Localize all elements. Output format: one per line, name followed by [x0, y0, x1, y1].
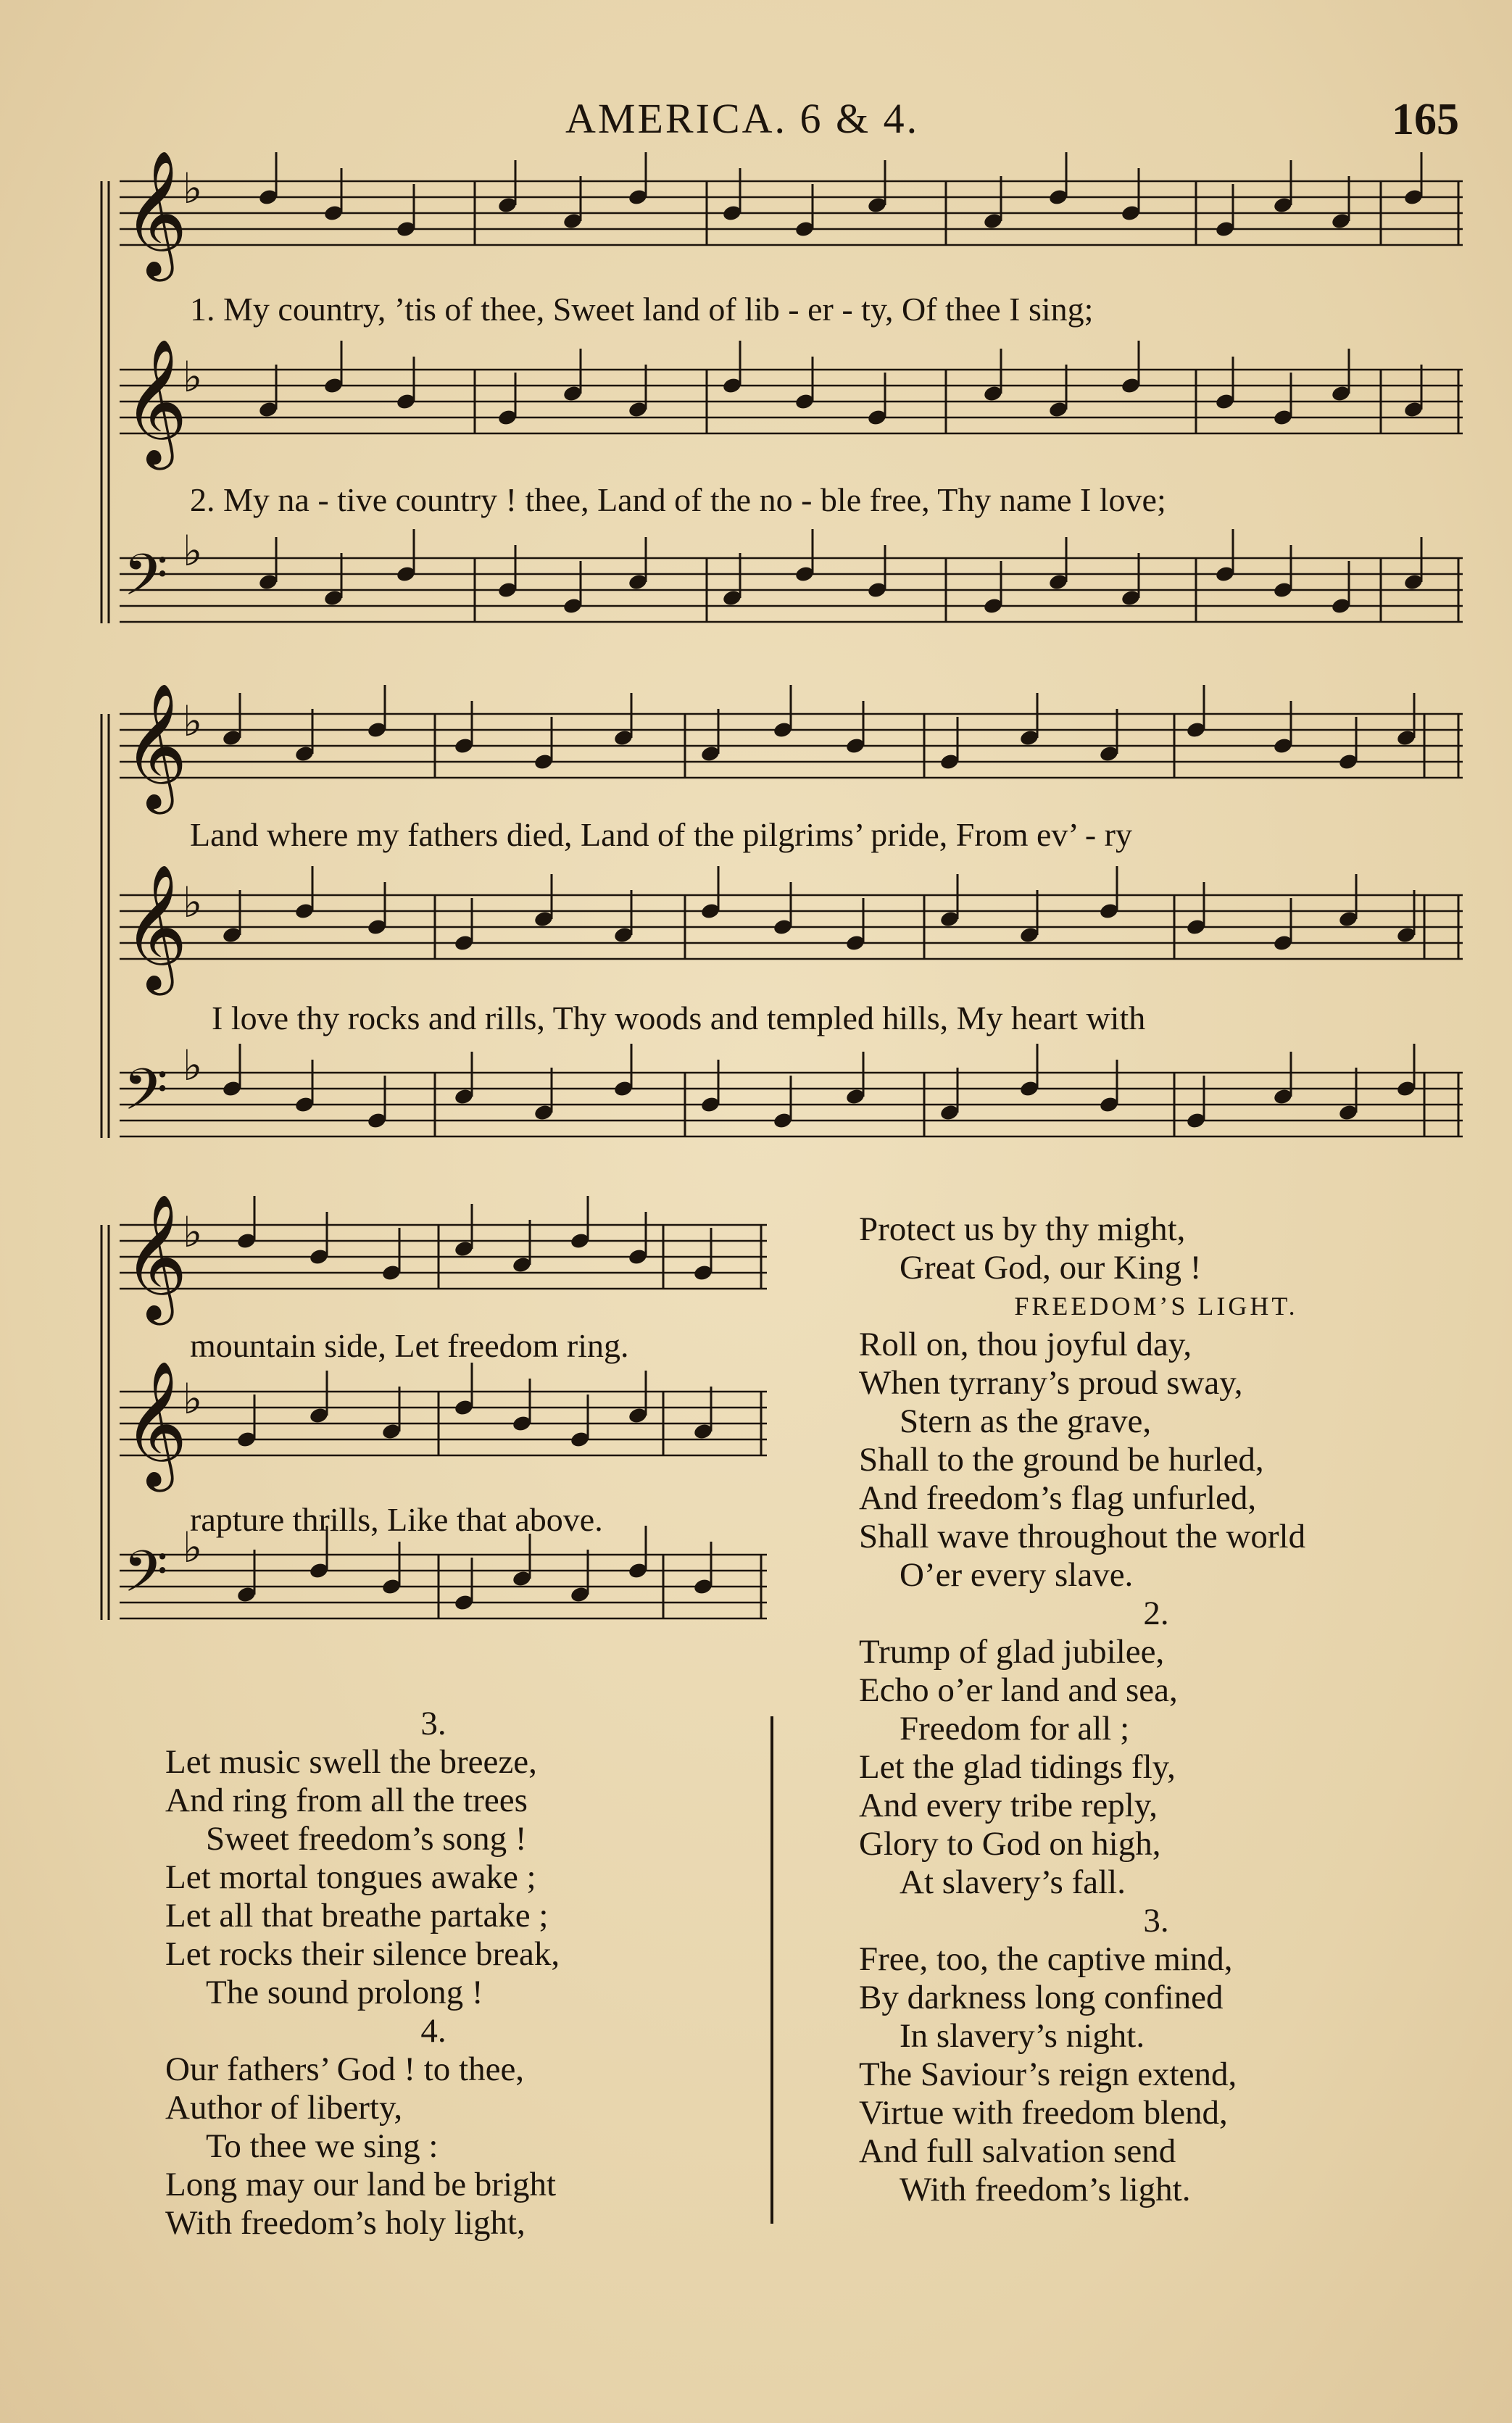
lyric-verse-2-line-3: rapture thrills, Like that above. [190, 1501, 603, 1538]
verse-line: In slavery’s night. [900, 2017, 1145, 2055]
verse-line: Echo o’er land and sea, [859, 1671, 1178, 1709]
verse-line: Stern as the grave, [900, 1402, 1152, 1440]
verse-line: Free, too, the captive mind, [859, 1940, 1233, 1978]
verse-line: O’er every slave. [900, 1556, 1134, 1594]
hymn-title: AMERICA. 6 & 4. [565, 95, 920, 142]
verse-line: At slavery’s fall. [900, 1863, 1126, 1901]
verse-line: Protect us by thy might, [859, 1210, 1186, 1248]
bass-clef: 𝄢 [123, 1538, 168, 1619]
verse-line: The Saviour’s reign extend, [859, 2056, 1237, 2093]
treble-clef: 𝄞 [123, 1194, 188, 1320]
verse-number: 3. [1143, 1902, 1169, 1940]
verse-line: The sound prolong ! [206, 1974, 483, 2011]
treble-clef: 𝄞 [123, 1360, 188, 1487]
verse-line: And freedom’s flag unfurled, [859, 1479, 1257, 1517]
verse-line: Great God, our King ! [900, 1249, 1202, 1287]
verse-line: Long may our land be bright [165, 2166, 557, 2203]
verse-line: Glory to God on high, [859, 1825, 1161, 1863]
flat-key-signature: ♭ [183, 1523, 203, 1572]
column-divider [770, 1716, 773, 2224]
verse-line: And ring from all the trees [165, 1782, 528, 1819]
lyric-verse-1-line-3: mountain side, Let freedom ring. [190, 1327, 629, 1364]
verse-number: 4. [420, 2012, 446, 2050]
verse-line: Freedom for all ; [900, 1710, 1130, 1747]
lyric-verse-1-line-1: 1. My country, ’tis of thee, Sweet land of lib - er - ty, Of thee I sing; [190, 291, 1094, 328]
lyric-verse-2-line-2: I love thy rocks and rills, Thy woods and templed hills, My heart with [212, 999, 1146, 1036]
page-number: 165 [1392, 95, 1459, 144]
flat-key-signature: ♭ [183, 352, 203, 402]
verse-line: Our fathers’ God ! to thee, [165, 2050, 525, 2088]
verse-line: Trump of glad jubilee, [859, 1633, 1165, 1671]
verse-line: Let the glad tidings fly, [859, 1748, 1176, 1786]
verse-line: Roll on, thou joyful day, [859, 1326, 1192, 1363]
left-verses [165, 1705, 702, 2243]
treble-clef: 𝄞 [123, 338, 188, 465]
bass-clef: 𝄢 [123, 541, 168, 623]
verse-number: 3. [420, 1705, 446, 1742]
lyric-verse-1-line-2: Land where my fathers died, Land of the pilgrims’ pride, From ev’ - ry [190, 816, 1132, 853]
flat-key-signature: ♭ [183, 1208, 203, 1257]
verse-line: By darkness long confined [859, 1979, 1224, 2016]
verse-line: To thee we sing : [206, 2127, 439, 2165]
verse-line: When tyrrany’s proud sway, [859, 1364, 1243, 1402]
flat-key-signature: ♭ [183, 878, 203, 927]
verse-line: Let all that breathe partake ; [165, 1897, 549, 1934]
verse-line: With freedom’s holy light, [165, 2204, 526, 2242]
clefs [123, 150, 202, 1619]
verse-line: Shall to the ground be hurled, [859, 1441, 1264, 1479]
right-verses [859, 1210, 1453, 2209]
section-heading: FREEDOM’S LIGHT. [1014, 1292, 1298, 1321]
verse-line: And full salvation send [859, 2132, 1176, 2170]
verse-line: Shall wave throughout the world [859, 1518, 1306, 1555]
verse-line: Let music swell the breeze, [165, 1743, 537, 1781]
treble-clef: 𝄞 [123, 683, 188, 809]
verse-line: Author of liberty, [165, 2089, 403, 2127]
flat-key-signature: ♭ [183, 697, 203, 746]
verse-line: And every tribe reply, [859, 1787, 1158, 1824]
bass-clef: 𝄢 [123, 1056, 168, 1137]
verse-line: Let mortal tongues awake ; [165, 1858, 536, 1896]
lyric-verse-2-line-1: 2. My na - tive country ! thee, Land of the no - ble free, Thy name I love; [190, 481, 1166, 518]
verse-line: Virtue with freedom blend, [859, 2094, 1228, 2132]
flat-key-signature: ♭ [183, 164, 203, 213]
verse-line: Let rocks their silence break, [165, 1935, 560, 1973]
verse-number: 2. [1143, 1595, 1169, 1632]
verse-line: Sweet freedom’s song ! [206, 1820, 527, 1858]
flat-key-signature: ♭ [183, 1374, 203, 1424]
verse-line: With freedom’s light. [900, 2171, 1191, 2208]
flat-key-signature: ♭ [183, 526, 203, 575]
flat-key-signature: ♭ [183, 1041, 203, 1090]
treble-clef: 𝄞 [123, 864, 188, 990]
treble-clef: 𝄞 [123, 150, 188, 276]
